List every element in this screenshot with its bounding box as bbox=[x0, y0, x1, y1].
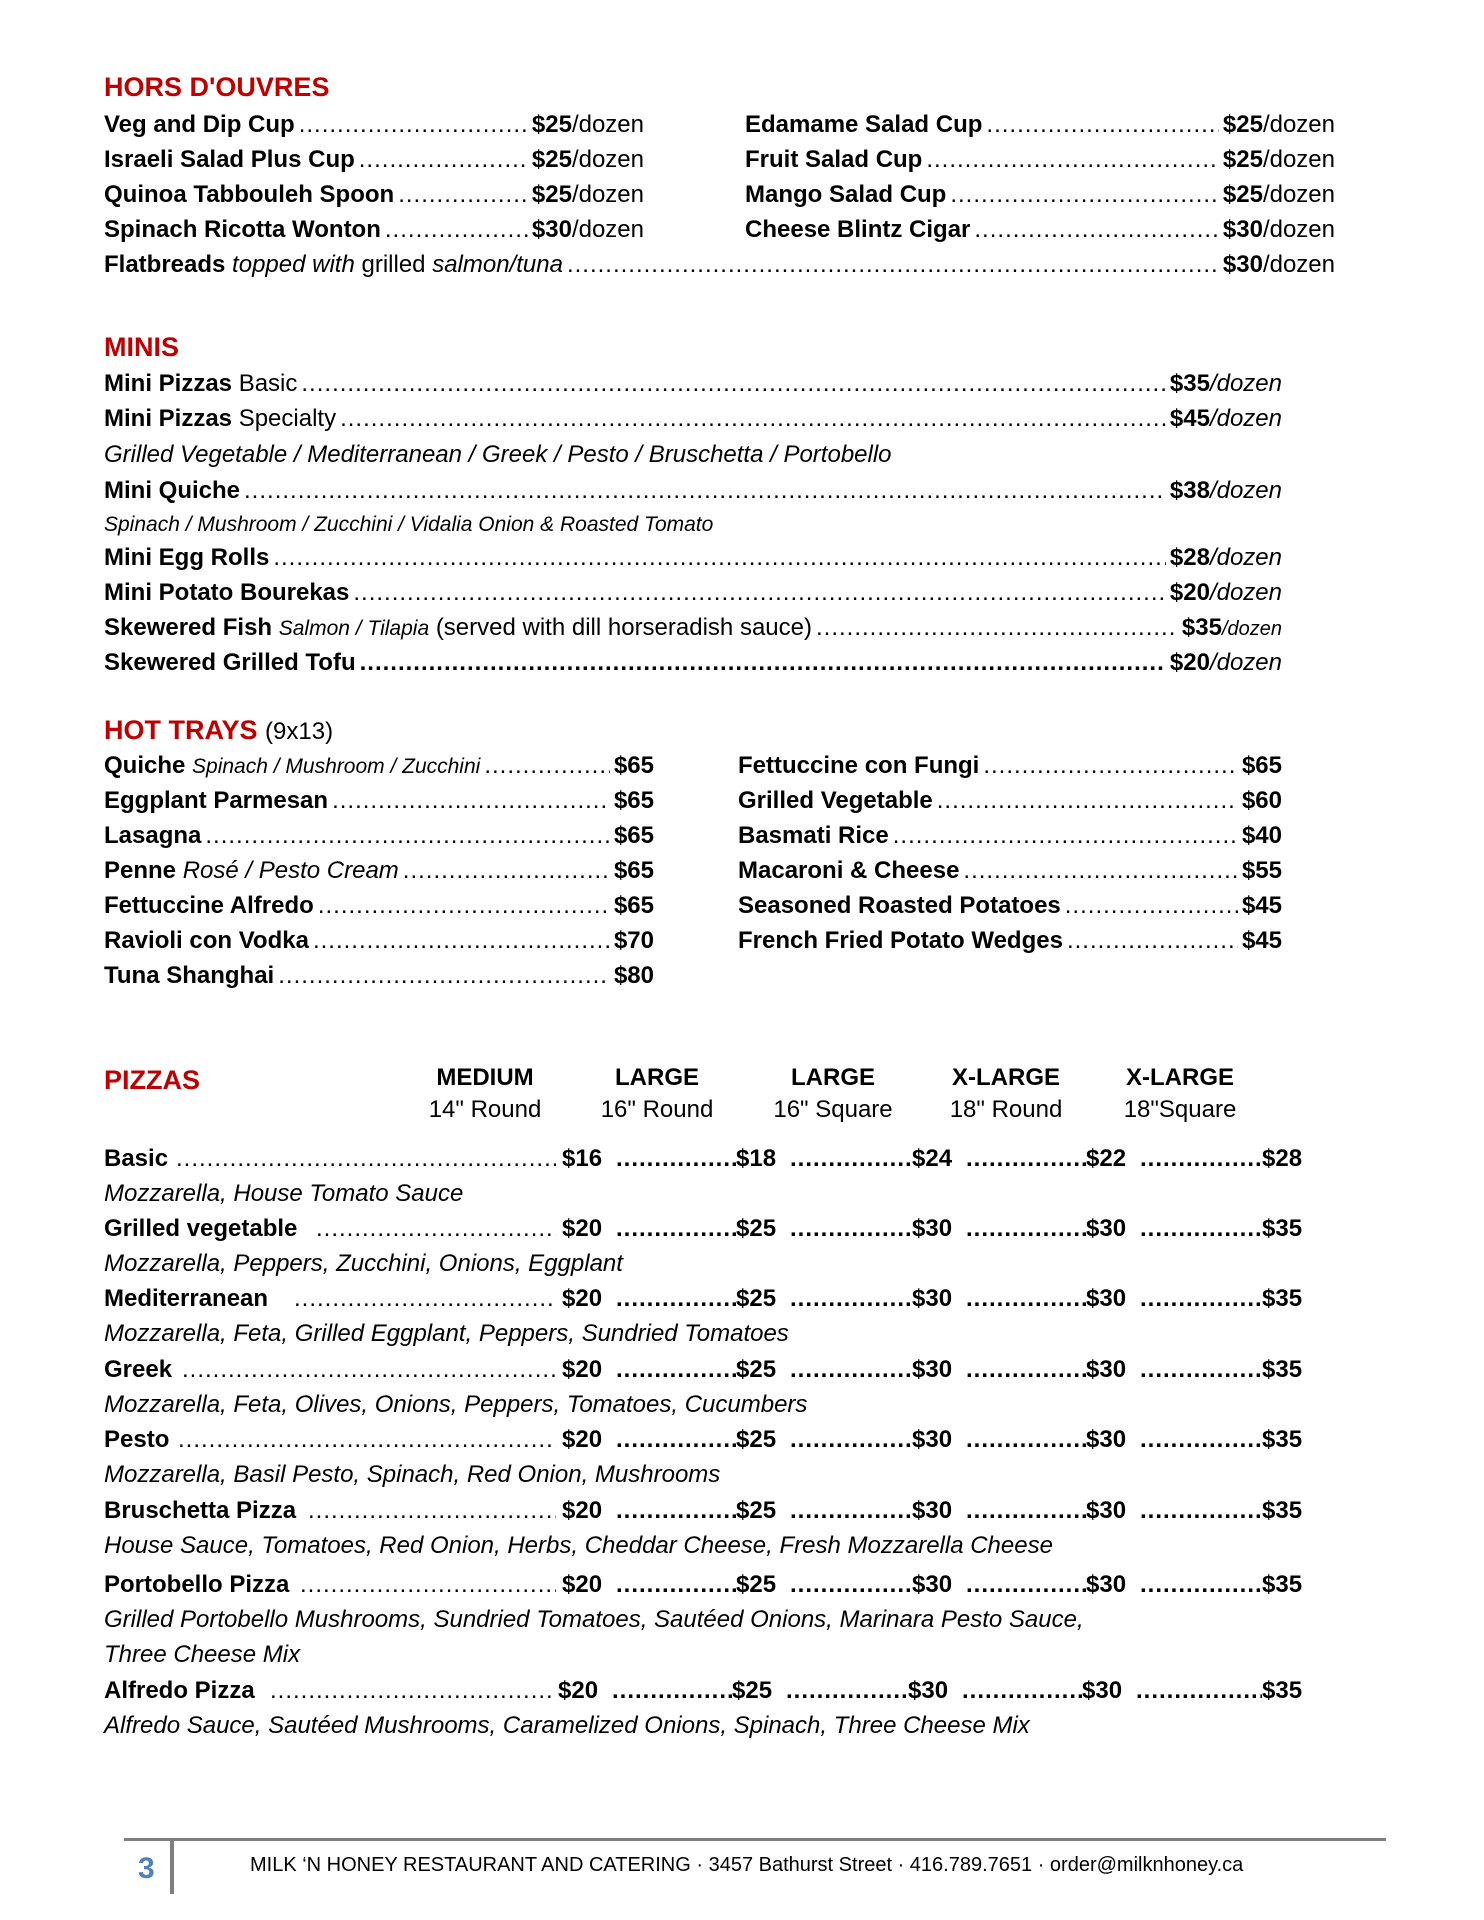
pizza-size-column: MEDIUM 14" Round bbox=[428, 1064, 542, 1123]
hot-tray-item: Tuna Shanghai ..... $80 bbox=[104, 959, 654, 993]
pizza-size-column: LARGE 16" Round bbox=[600, 1064, 714, 1123]
hot-tray-item: French Fried Potato Wedges ..... $45 bbox=[738, 924, 1282, 958]
pizza-size-column: X-LARGE 18"Square bbox=[1123, 1064, 1237, 1123]
hot-tray-item: Penne Rosé / Pesto Cream ..... $65 bbox=[104, 854, 654, 888]
hors-item-flatbreads: Flatbreads topped with grilled salmon/tuna ..... $30 /dozen bbox=[104, 248, 1335, 282]
hors-item: Israeli Salad Plus Cup ..... $25 /dozen bbox=[104, 143, 644, 177]
minis-item: Skewered Fish Salmon / Tilapia (served with dill horseradish sauce) ..... $35 /dozen bbox=[104, 611, 1282, 646]
pizza-row: Greek ..... $20 ..... $25 ..... $30 ..... $30 ..... $35 bbox=[104, 1353, 1204, 1387]
pizza-desc: Alfredo Sauce, Sautéed Mushrooms, Caramelized Onions, Spinach, Three Cheese Mix bbox=[104, 1712, 1030, 1739]
minis-quiche-note: Spinach / Mushroom / Zucchini / Vidalia Onion & Roasted Tomato bbox=[104, 513, 714, 536]
hot-trays-subtitle: (9x13) bbox=[265, 718, 334, 745]
pizza-row: Pesto ..... $20 ..... $25 ..... $30 ..... $30 ..... $35 bbox=[104, 1423, 1204, 1457]
pizza-desc: Mozzarella, House Tomato Sauce bbox=[104, 1180, 464, 1207]
minis-item: Mini Potato Bourekas ..... $20 /dozen bbox=[104, 576, 1282, 610]
hot-trays-heading: HOT TRAYS (9x13) bbox=[104, 715, 334, 745]
minis-item: Mini Pizzas Specialty ..... $45 /dozen bbox=[104, 402, 1282, 436]
hot-tray-item: Grilled Vegetable ..... $60 bbox=[738, 784, 1282, 818]
pizza-desc-continued: Three Cheese Mix bbox=[104, 1641, 301, 1668]
hot-tray-item: Quiche Spinach / Mushroom / Zucchini ..... $65 bbox=[104, 749, 654, 784]
footer-divider bbox=[170, 1838, 174, 1894]
page-number: 3 bbox=[138, 1852, 155, 1885]
minis-item: Mini Egg Rolls ..... $28 /dozen bbox=[104, 541, 1282, 575]
hot-tray-item: Fettuccine Alfredo ..... $65 bbox=[104, 889, 654, 923]
hors-item: Mango Salad Cup ..... $25 /dozen bbox=[745, 178, 1335, 212]
hot-tray-item: Fettuccine con Fungi ..... $65 bbox=[738, 749, 1282, 783]
hors-item: Fruit Salad Cup ..... $25 /dozen bbox=[745, 143, 1335, 177]
hot-tray-item: Basmati Rice ..... $40 bbox=[738, 819, 1282, 853]
pizza-row: Basic ..... $16 ..... $18 ..... $24 ..... $22 ..... $28 bbox=[104, 1142, 1204, 1176]
pizza-size-column: X-LARGE 18" Round bbox=[949, 1064, 1063, 1123]
minis-heading: MINIS bbox=[104, 332, 180, 362]
hors-item: Veg and Dip Cup ..... $25 /dozen bbox=[104, 108, 644, 142]
pizza-row: Grilled vegetable ..... $20 ..... $25 ..... $30 ..... $30 ..... $35 bbox=[104, 1212, 1204, 1246]
hors-item: Edamame Salad Cup ..... $25 /dozen bbox=[745, 108, 1335, 142]
pizza-desc: Mozzarella, Peppers, Zucchini, Onions, Eggplant bbox=[104, 1250, 623, 1277]
hot-tray-item: Eggplant Parmesan ..... $65 bbox=[104, 784, 654, 818]
hors-heading: HORS D'OUVRES bbox=[104, 72, 330, 102]
pizza-desc: Mozzarella, Basil Pesto, Spinach, Red Onion, Mushrooms bbox=[104, 1461, 721, 1488]
pizza-desc: Mozzarella, Feta, Olives, Onions, Peppers, Tomatoes, Cucumbers bbox=[104, 1391, 808, 1418]
pizza-row: Mediterranean ..... $20 ..... $25 ..... $30 ..... $30 ..... $35 bbox=[104, 1282, 1204, 1316]
hot-tray-item: Seasoned Roasted Potatoes ..... $45 bbox=[738, 889, 1282, 923]
hors-item: Cheese Blintz Cigar ..... $30 /dozen bbox=[745, 213, 1335, 247]
hors-item: Quinoa Tabbouleh Spoon ..... $25 /dozen bbox=[104, 178, 644, 212]
hot-tray-item: Ravioli con Vodka ..... $70 bbox=[104, 924, 654, 958]
pizza-row: Portobello Pizza ..... $20 ..... $25 ..... $30 ..... $30 ..... $35 bbox=[104, 1568, 1204, 1602]
minis-specialty-note: Grilled Vegetable / Mediterranean / Greek / Pesto / Bruschetta / Portobello bbox=[104, 441, 892, 468]
footer-rule bbox=[124, 1838, 1386, 1841]
pizza-row: Alfredo Pizza ..... $20 ..... $25 ..... $30 ..... $30 ..... $35 bbox=[104, 1674, 1204, 1708]
pizza-desc: Grilled Portobello Mushrooms, Sundried Tomatoes, Sautéed Onions, Marinara Pesto Sauce, bbox=[104, 1606, 1084, 1633]
pizzas-heading: PIZZAS bbox=[104, 1065, 201, 1095]
pizza-desc: Mozzarella, Feta, Grilled Eggplant, Peppers, Sundried Tomatoes bbox=[104, 1320, 789, 1347]
minis-item: Mini Pizzas Basic ..... $35 /dozen bbox=[104, 367, 1282, 401]
hot-tray-item: Lasagna ..... $65 bbox=[104, 819, 654, 853]
minis-item: Mini Quiche ..... $38 /dozen bbox=[104, 474, 1282, 508]
pizza-row: Bruschetta Pizza ..... $20 ..... $25 ..... $30 ..... $30 ..... $35 bbox=[104, 1494, 1204, 1528]
footer-contact: MILK ‘N HONEY RESTAURANT AND CATERING · 3457 Bathurst Street · 416.789.7651 · order@milknhoney.ca bbox=[250, 1854, 1244, 1876]
hot-tray-item: Macaroni & Cheese ..... $55 bbox=[738, 854, 1282, 888]
pizza-size-column: LARGE 16" Square bbox=[773, 1064, 893, 1123]
pizza-desc: House Sauce, Tomatoes, Red Onion, Herbs, Cheddar Cheese, Fresh Mozzarella Cheese bbox=[104, 1532, 1053, 1559]
hors-item: Spinach Ricotta Wonton ..... $30 /dozen bbox=[104, 213, 644, 247]
minis-item: Skewered Grilled Tofu ..... $20 /dozen bbox=[104, 646, 1282, 680]
